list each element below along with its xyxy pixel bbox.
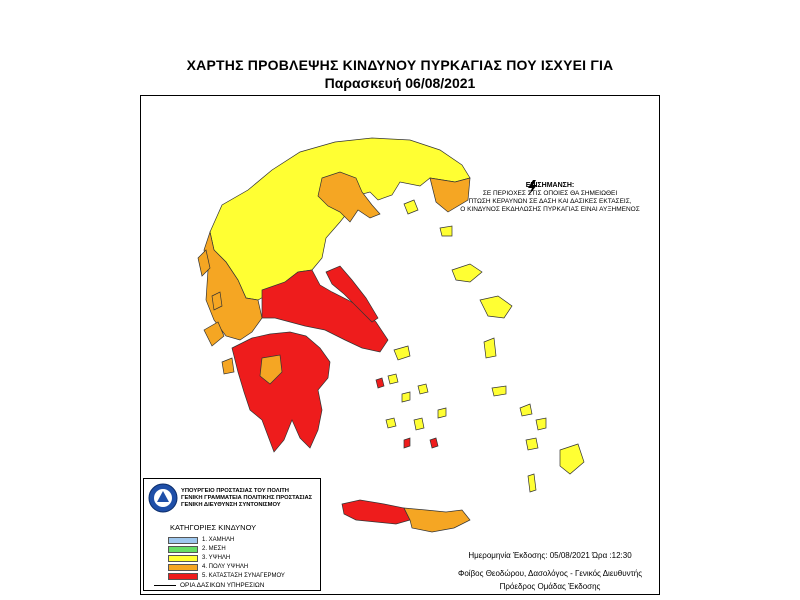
legend-label: 2. ΜΕΣΗ [202,546,226,552]
island-cyclades-4 [386,418,396,428]
legend-item-very-high [168,563,248,571]
forest-boundary-label: ΟΡΙΑ ΔΑΣΙΚΩΝ ΥΠΗΡΕΣΙΩΝ [180,582,265,589]
island-cyclades-3 [418,384,428,394]
notice-line-1: ΣΕ ΠΕΡΙΟΧΕΣ ΣΤΙΣ ΟΠΟΙΕΣ ΘΑ ΣΗΜΕΙΩΘΕΙ [482,190,618,197]
island-red-2 [430,438,438,448]
island-dodecanese-3 [526,438,538,450]
island-cyclades-5 [414,418,424,430]
region-peloponnese [232,332,330,452]
island-red-1 [376,378,384,388]
notice-line-2: ΠΤΩΣΗ ΚΕΡΑΥΝΩΝ ΣΕ ΔΑΣΗ ΚΑΙ ΔΑΣΙΚΕΣ ΕΚΤΑΣΕΙΣ, [468,198,632,205]
island-karpathos [528,474,536,492]
notice-line-3: Ο ΚΙΝΔΥΝΟΣ ΕΚΔΗΛΩΣΗΣ ΠΥΡΚΑΓΙΑΣ ΕΙΝΑΙ ΑΥΞΗΜΕΝΟΣ [460,206,640,213]
legend-item-low [168,536,234,544]
civil-protection-seal-icon [148,483,178,513]
ministry-block [181,488,312,509]
island-cyclades-1 [388,374,398,384]
map-date: Παρασκευή 06/08/2021 [324,75,476,91]
island-crete-west [342,500,410,524]
island-crete-east [404,508,470,532]
island-cyclades-6 [438,408,446,418]
legend-item-alert [168,572,285,580]
legend-swatch [168,573,198,580]
issue-author: Φοίβος Θεοδώρου, Δασολόγος - Γενικός Διευθυντής [457,569,643,578]
issue-date: Ημερομηνία Έκδοσης: 05/08/2021 Ώρα :12:30 [468,551,632,560]
legend-label: 5. ΚΑΤΑΣΤΑΣΗ ΣΥΝΑΓΕΡΜΟΥ [202,573,285,579]
categories-title: ΚΑΤΗΓΟΡΙΕΣ ΚΙΝΔΥΝΟΥ [170,523,257,532]
legend-label: 3. ΥΨΗΛΗ [202,555,231,561]
ministry-line-1: ΥΠΟΥΡΓΕΙΟ ΠΡΟΣΤΑΣΙΑΣ ΤΟΥ ΠΟΛΙΤΗ [181,488,289,494]
island-samothraki [440,226,452,236]
island-zakynthos [222,358,234,374]
island-cyclades-2 [402,392,410,402]
ministry-line-2: ΓΕΝΙΚΗ ΓΡΑΜΜΑΤΕΙΑ ΠΟΛΙΤΙΚΗΣ ΠΡΟΣΤΑΣΙΑΣ [181,495,313,501]
legend-forest-boundaries [154,582,264,589]
island-skyros [394,346,410,360]
legend-box [143,478,321,591]
legend-label: 4. ΠΟΛΥ ΥΨΗΛΗ [202,564,249,570]
legend-item-high [168,554,230,562]
notice-heading: ΕΠΙΣΗΜΑΝΣΗ: [525,182,575,189]
ministry-line-3: ΓΕΝΙΚΗ ΔΙΕΥΘΥΝΣΗ ΣΥΝΤΟΝΙΣΜΟΥ [181,502,281,508]
lightning-notice [440,182,660,214]
map-title: ΧΑΡΤΗΣ ΠΡΟΒΛΕΨΗΣ ΚΙΝΔΥΝΟΥ ΠΥΡΚΑΓΙΑΣ ΠΟΥ ΙΣΧΥΕΙ ΓΙΑ [186,57,614,73]
island-thasos [404,200,418,214]
legend-swatch [168,564,198,571]
legend-swatch [168,546,198,553]
legend-swatch [168,555,198,562]
legend-item-medium [168,545,226,553]
island-samos [492,386,506,396]
legend-label: 1. ΧΑΜΗΛΗ [202,537,235,543]
island-lemnos [452,264,482,282]
island-lesvos [480,296,512,318]
island-chios [484,338,496,358]
island-dodecanese-2 [536,418,546,430]
issue-role: Πρόεδρος Ομάδας Έκδοσης [499,582,601,591]
island-dodecanese-1 [520,404,532,416]
island-red-3 [404,438,410,448]
forest-boundary-line [154,585,176,586]
legend-swatch [168,537,198,544]
island-rhodes [560,444,584,474]
